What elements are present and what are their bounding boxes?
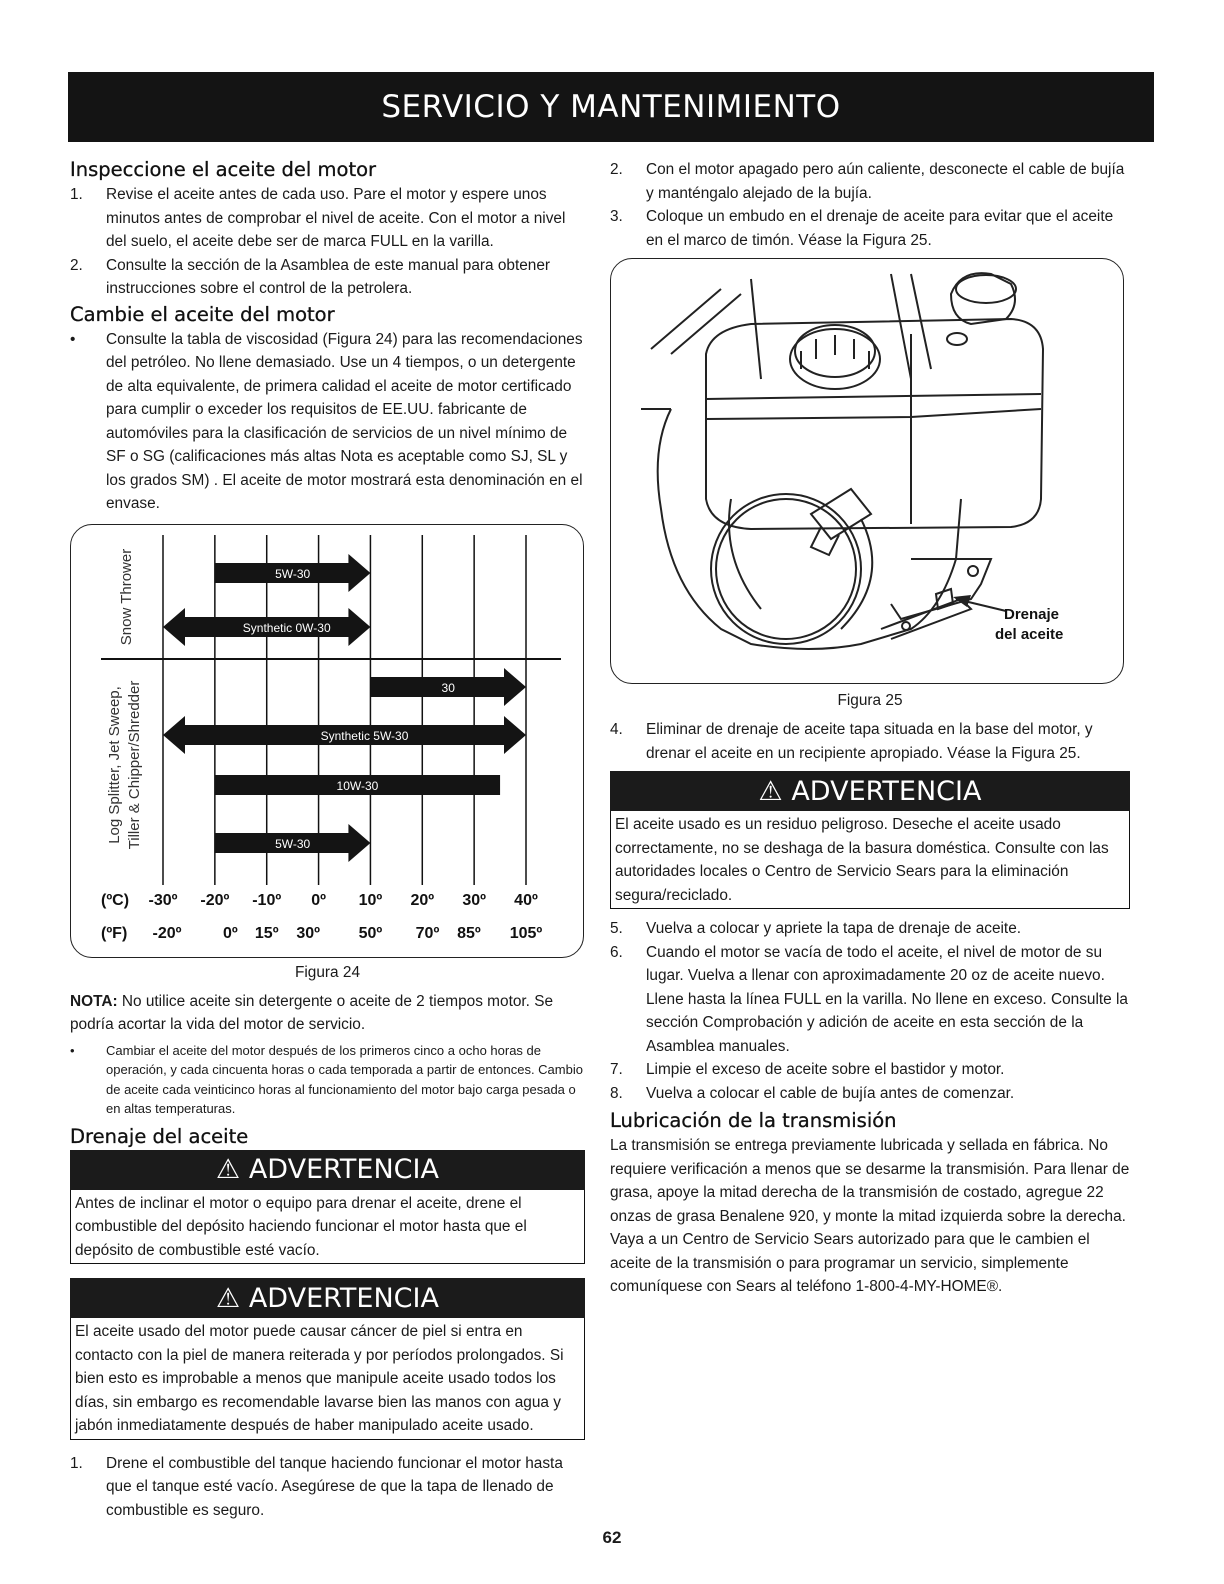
fahrenheit-tick-label: (ºF) <box>101 924 128 942</box>
transmission-paragraph: La transmisión se entrega previamente lubricada y sellada en fábrica. No requiere verificación a menos que se desarme la transmisión. Para llenar de grasa, apoye la mitad derecha de la transmisión de costado, agregue 22 onzas de grasa Benalene 920, y monte la mitad izquierda sobre la derecha. Vaya a un Centro de Servicio Sears autorizado para que le cambien el aceite de la transmisión o para programar un servicio, simplemente comuníquese con Sears al teléfono 1-800-4-MY-HOME®. <box>610 1137 1130 1295</box>
oil-bar-label: 5W-30 <box>275 836 311 851</box>
warning-text: El aceite usado del motor puede causar cáncer de piel si entra en contacto con la piel de manera reiterada y por períodos prolongados. Si bien esto es improbable a menos que manipule aceite usado todos los días, sin embargo es recomendable lavarse bien las manos con agua y jabón inmediatamente después de haber manipulado aceite usado. <box>70 1318 585 1440</box>
list-item: 1. Drene el combustible del tanque haciendo funcionar el motor hasta que el tanque esté vacío. Asegúrese de que la tapa de llenado de combustible es seguro. <box>70 1454 563 1519</box>
celsius-tick-label: -10º <box>252 891 282 909</box>
page-title: SERVICIO Y MANTENIMIENTO <box>381 89 841 125</box>
warning-text: Antes de inclinar el motor o equipo para drenar el aceite, drene el combustible del depósito haciendo funcionar el motor hasta que el depósito de combustible esté vacío. <box>70 1190 585 1265</box>
warning-box-3 <box>610 771 1130 909</box>
warning-header: ⚠ ADVERTENCIA <box>70 1150 585 1190</box>
list-item: 2. Consulte la sección de la Asamblea de este manual para obtener instrucciones sobre el control de la petrolera. <box>70 256 551 297</box>
transmission-heading: Lubricación de la transmisión <box>610 1109 897 1132</box>
celsius-tick-label: 10º <box>358 891 383 909</box>
oil-bar-label: Synthetic 5W-30 <box>320 728 409 743</box>
right-column <box>610 158 1130 1299</box>
warning-header: ⚠ ADVERTENCIA <box>610 771 1130 811</box>
group-label-snow-thrower: Snow Thrower <box>118 548 135 645</box>
fahrenheit-tick-label: 15º <box>254 924 279 942</box>
celsius-tick-label: (ºC) <box>101 891 130 909</box>
page-number: 62 <box>602 1528 622 1547</box>
steps-list <box>610 917 1130 1105</box>
note-paragraph: NOTA: No utilice aceite sin detergente o aceite de 2 tiempos motor. Se podría acortar la vida del motor de servicio. <box>70 992 554 1033</box>
warning-box-1 <box>70 1150 585 1265</box>
list-item: 3. Coloque un embudo en el drenaje de aceite para evitar que el aceite en el marco de timón. Véase la Figura 25. <box>610 208 1114 249</box>
engine-illustration <box>611 259 1123 683</box>
left-column <box>70 158 585 1522</box>
fahrenheit-tick-label: 70º <box>415 924 440 942</box>
figure-25-caption: Figura 25 <box>837 692 903 709</box>
inspect-oil-heading: Inspeccione el aceite del motor <box>70 158 377 181</box>
celsius-tick-label: 20º <box>410 891 435 909</box>
oil-bar-label: 10W-30 <box>336 778 379 793</box>
celsius-tick-label: -30º <box>148 891 178 909</box>
viscosity-chart <box>71 525 583 957</box>
fahrenheit-tick-label: 50º <box>358 924 383 942</box>
celsius-tick-label: 30º <box>462 891 486 909</box>
group-label-log-splitter: Log Splitter, Jet Sweep, <box>106 685 123 844</box>
list-item: 2. Con el motor apagado pero aún caliente, desconecte el cable de bujía y manténgalo alejado de la bujía. <box>610 161 1125 202</box>
list-item: 8. Vuelva a colocar el cable de bujía antes de comenzar. <box>610 1084 1015 1102</box>
fahrenheit-tick-label: 85º <box>457 924 481 942</box>
list-item: 5. Vuelva a colocar y apriete la tapa de drenaje de aceite. <box>610 920 1022 937</box>
list-item: 6. Cuando el motor se vacía de todo el aceite, el nivel de motor de su lugar. Vuelva a llenar con aproximadamente 20 oz de aceite nuevo. Llene hasta la línea FULL en la varilla. No llene en exceso. Consulte la sección Comprobación y adición de aceite en esta sección de la Asamblea manuales. <box>610 943 1128 1055</box>
oil-bar-label: 30 <box>441 680 455 695</box>
fahrenheit-tick-label: 105º <box>509 924 543 942</box>
figure-24-caption: Figura 24 <box>294 963 361 981</box>
celsius-tick-label: 40º <box>514 891 538 909</box>
drain-label-line1: Drenaje <box>1004 606 1060 623</box>
warning-box-2 <box>70 1278 585 1440</box>
list-item: 1. Revise el aceite antes de cada uso. Pare el motor y espere unos minutos antes de comprobar el nivel de aceite. Con el motor a nivel del suelo, el aceite debe ser de marca FULL en la varilla. <box>70 186 566 250</box>
warning-header: ⚠ ADVERTENCIA <box>70 1278 585 1318</box>
oil-bar-label: Synthetic 0W-30 <box>242 620 331 635</box>
drain-label-line2: del aceite <box>995 626 1064 643</box>
bullet-item: • Cambiar el aceite del motor después de los primeros cinco a ocho horas de operación, y cada cincuenta horas o cada temporada a partir de entonces. Cambio de aceite cada veinticinco horas al funcionamiento del motor bajo carga pesada o en altas temperaturas. <box>70 1042 583 1116</box>
celsius-tick-label: -20º <box>200 891 230 909</box>
fahrenheit-tick-label: 30º <box>296 924 321 942</box>
group-label-tiller: Tiller & Chipper/Shredder <box>126 680 143 849</box>
list-item: 4. Eliminar de drenaje de aceite tapa situada en la base del motor, y drenar el aceite en un recipiente apropiado. Véase la Figura 25. <box>610 721 1093 762</box>
page-header-banner <box>68 72 1154 142</box>
engine-drain-figure <box>610 258 1124 684</box>
oil-bar-label: 5W-30 <box>275 566 311 581</box>
warning-text: El aceite usado es un residuo peligroso. Deseche el aceite usado correctamente, no se deshaga de la basura doméstica. Consulte con las autoridades locales o Centro de Servicio Sears para la eliminación segura/reciclado. <box>610 811 1130 909</box>
change-oil-heading: Cambie el aceite del motor <box>70 302 335 326</box>
fahrenheit-tick-label: 0º <box>223 924 238 942</box>
bullet-item: • Consulte la tabla de viscosidad (Figura 24) para las recomendaciones del petróleo. No llene demasiado. Use un 4 tiempos, o un detergente de alta equivalente, de primera calidad el aceite de motor certificado para cumplir o exceder los requisitos de EE.UU. fabricante de automóviles para la clasificación de servicios de un nivel mínimo de SF o SG (calificaciones más altas Nota es aceptable como SJ, SL y los grados SM) . El aceite de motor mostrará esta denominación en el envase. <box>70 330 583 512</box>
celsius-tick-label: 0º <box>311 891 326 909</box>
list-item: 7. Limpie el exceso de aceite sobre el bastidor y motor. <box>610 1061 1005 1078</box>
viscosity-chart-figure <box>70 524 584 958</box>
drain-oil-heading: Drenaje del aceite <box>70 1124 249 1148</box>
fahrenheit-tick-label: -20º <box>152 924 182 942</box>
